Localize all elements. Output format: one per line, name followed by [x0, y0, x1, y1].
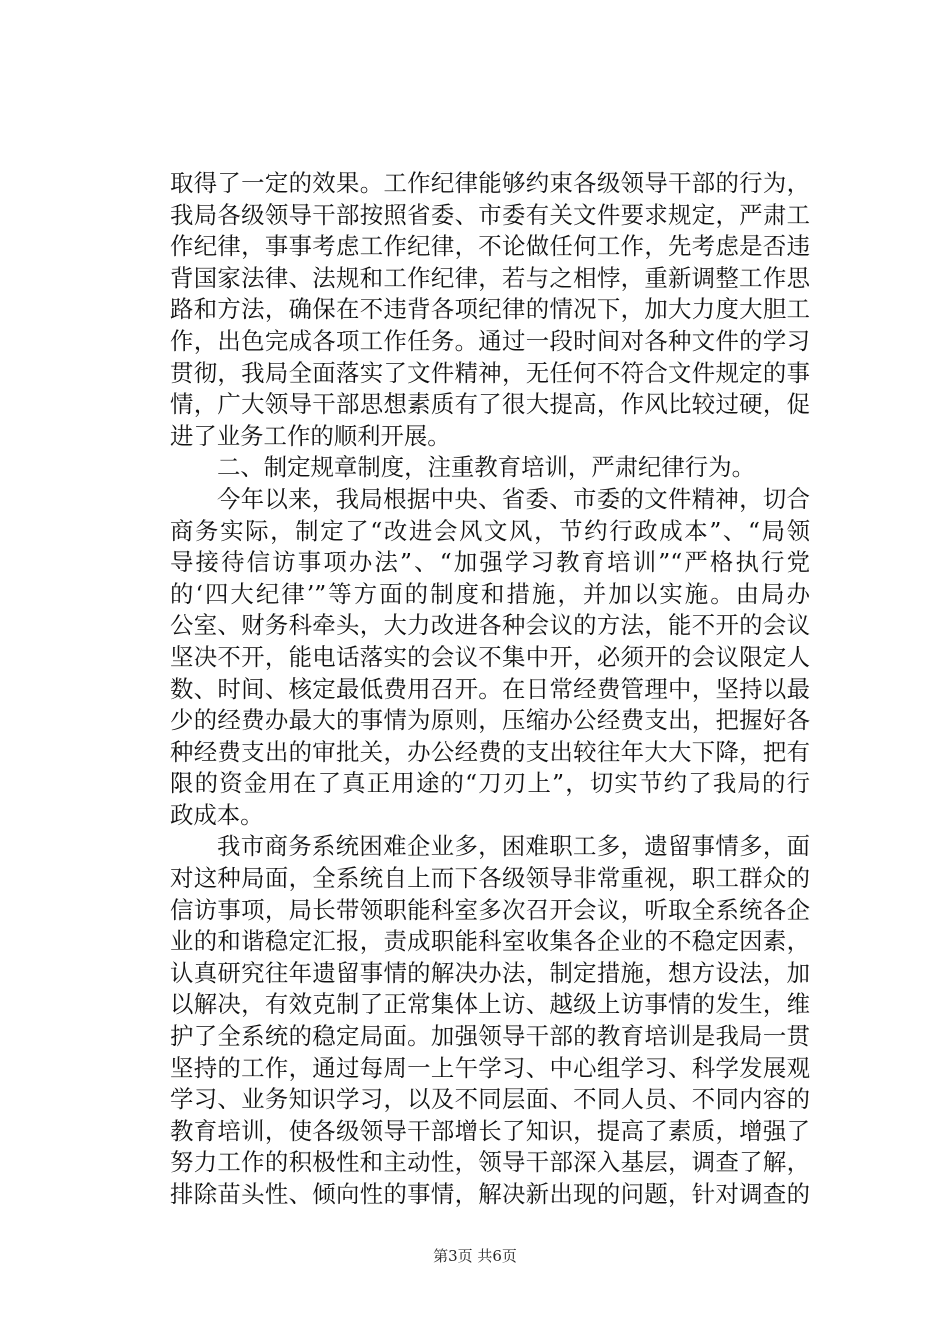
text-line: 政成本。: [170, 800, 264, 829]
text-line: 数、时间、核定最低费用召开。在日常经费管理中，坚持以最: [170, 674, 810, 703]
text-line: 公室、财务科牵头，大力改进各种会议的方法，能不开的会议: [170, 611, 810, 640]
text-line: 认真研究往年遗留事情的解决办法，制定措施，想方设法，加: [170, 958, 810, 987]
text-line: 情，广大领导干部思想素质有了很大提高，作风比较过硬，促: [170, 390, 810, 419]
text-line: 坚决不开，能电话落实的会议不集中开，必须开的会议限定人: [170, 642, 810, 671]
text-line: 作纪律，事事考虑工作纪律，不论做任何工作，先考虑是否违: [170, 232, 810, 261]
text-line: 坚持的工作，通过每周一上午学习、中心组学习、科学发展观: [170, 1053, 810, 1082]
text-line: 排除苗头性、倾向性的事情，解决新出现的问题，针对调查的: [170, 1180, 810, 1208]
text-line: 限的资金用在了真正用途的“刀刃上”，切实节约了我局的行: [170, 769, 810, 798]
document-body: [170, 168, 810, 1211]
text-line: 护了全系统的稳定局面。加强领导干部的教育培训是我局一贯: [170, 1022, 810, 1051]
text-line: 取得了一定的效果。工作纪律能够约束各级领导干部的行为，: [170, 169, 810, 197]
text-line: 努力工作的积极性和主动性，领导干部深入基层，调查了解，: [170, 1148, 810, 1177]
text-line: 今年以来，我局根据中央、省委、市委的文件精神，切合: [217, 484, 810, 513]
text-line: 商务实际，制定了“改进会风文风，节约行政成本”、“局领: [170, 516, 810, 545]
text-line: 对这种局面，全系统自上而下各级领导非常重视，职工群众的: [170, 864, 810, 893]
text-line: 教育培训，使各级领导干部增长了知识，提高了素质，增强了: [170, 1116, 810, 1145]
text-line: 的‘四大纪律’”等方面的制度和措施，并加以实施。由局办: [170, 579, 810, 608]
text-line: 进了业务工作的顺利开展。: [170, 421, 451, 450]
text-line: 种经费支出的审批关，办公经费的支出较往年大大下降，把有: [170, 737, 810, 766]
text-line: 作，出色完成各项工作任务。通过一段时间对各种文件的学习: [170, 326, 810, 355]
text-line: 贯彻，我局全面落实了文件精神，无任何不符合文件规定的事: [170, 358, 810, 387]
text-line: 我市商务系统困难企业多，困难职工多，遗留事情多，面: [217, 832, 810, 861]
text-line: 二、制定规章制度，注重教育培训，严肃纪律行为。: [217, 453, 755, 482]
text-line: 以解决，有效克制了正常集体上访、越级上访事情的发生，维: [170, 990, 810, 1019]
text-line: 背国家法律、法规和工作纪律，若与之相悖，重新调整工作思: [170, 263, 810, 292]
text-line: 路和方法，确保在不违背各项纪律的情况下，加大力度大胆工: [170, 295, 810, 324]
text-line: 学习、业务知识学习，以及不同层面、不同人员、不同内容的: [170, 1085, 810, 1114]
text-line: 信访事项，局长带领职能科室多次召开会议，听取全系统各企: [170, 895, 810, 924]
text-line: 少的经费办最大的事情为原则，压缩办公经费支出，把握好各: [170, 706, 810, 735]
page-footer: 第3页 共6页: [433, 1247, 517, 1265]
text-line: 导接待信访事项办法”、“加强学习教育培训”“严格执行党: [170, 548, 810, 577]
text-line: 我局各级领导干部按照省委、市委有关文件要求规定，严肃工: [170, 200, 810, 229]
text-line: 业的和谐稳定汇报，责成职能科室收集各企业的不稳定因素，: [170, 927, 810, 956]
